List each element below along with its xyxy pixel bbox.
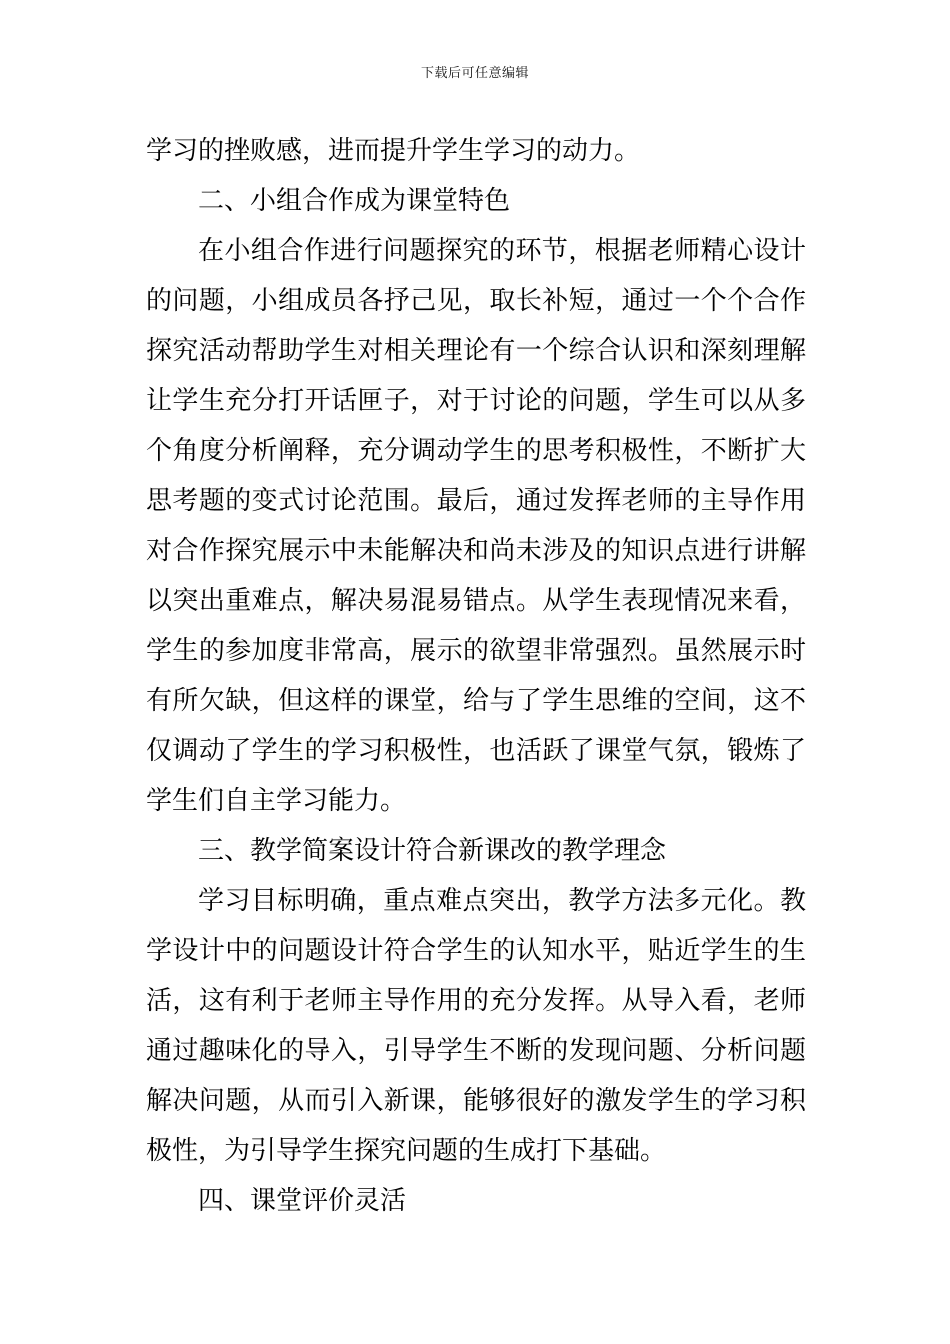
paragraph-line: 思考题的变式讨论范围。最后，通过发挥老师的主导作用 [146, 486, 806, 516]
paragraph-line: 活，这有利于老师主导作用的充分发挥。从导入看，老师 [146, 986, 806, 1016]
document-body [146, 126, 806, 1226]
paragraph-line: 仅调动了学生的学习积极性，也活跃了课堂气氛，锻炼了 [146, 736, 806, 766]
paragraph-line: 在小组合作进行问题探究的环节，根据老师精心设计 [198, 236, 806, 266]
paragraph-line: 让学生充分打开话匣子，对于讨论的问题，学生可以从多 [146, 386, 806, 416]
section-heading: 二、小组合作成为课堂特色 [198, 186, 511, 216]
paragraph-line: 学生们自主学习能力。 [146, 786, 407, 816]
paragraph-line: 学生的参加度非常高，展示的欲望非常强烈。虽然展示时 [146, 636, 806, 666]
paragraph-line: 学设计中的问题设计符合学生的认知水平，贴近学生的生 [146, 936, 806, 966]
paragraph-line: 学习目标明确，重点难点突出，教学方法多元化。教 [198, 886, 806, 916]
paragraph-line: 极性，为引导学生探究问题的生成打下基础。 [146, 1136, 667, 1166]
paragraph-line: 通过趣味化的导入，引导学生不断的发现问题、分析问题 [146, 1036, 806, 1066]
paragraph-line: 个角度分析阐释，充分调动学生的思考积极性，不断扩大 [146, 436, 806, 466]
paragraph-line: 探究活动帮助学生对相关理论有一个综合认识和深刻理解 [146, 336, 806, 366]
paragraph-line: 的问题，小组成员各抒己见，取长补短，通过一个个合作 [146, 286, 806, 316]
paragraph-line: 解决问题，从而引入新课，能够很好的激发学生的学习积 [146, 1086, 806, 1116]
section-heading: 三、教学简案设计符合新课改的教学理念 [198, 836, 667, 866]
page-header: 下载后可任意编辑 [420, 66, 529, 81]
text-line: 学习的挫败感，进而提升学生学习的动力。 [146, 136, 641, 166]
paragraph-line: 有所欠缺，但这样的课堂，给与了学生思维的空间，这不 [146, 686, 806, 716]
section-heading: 四、课堂评价灵活 [198, 1186, 407, 1216]
paragraph-line: 以突出重难点，解决易混易错点。从学生表现情况来看， [146, 586, 806, 616]
paragraph-line: 对合作探究展示中未能解决和尚未涉及的知识点进行讲解 [146, 536, 806, 566]
